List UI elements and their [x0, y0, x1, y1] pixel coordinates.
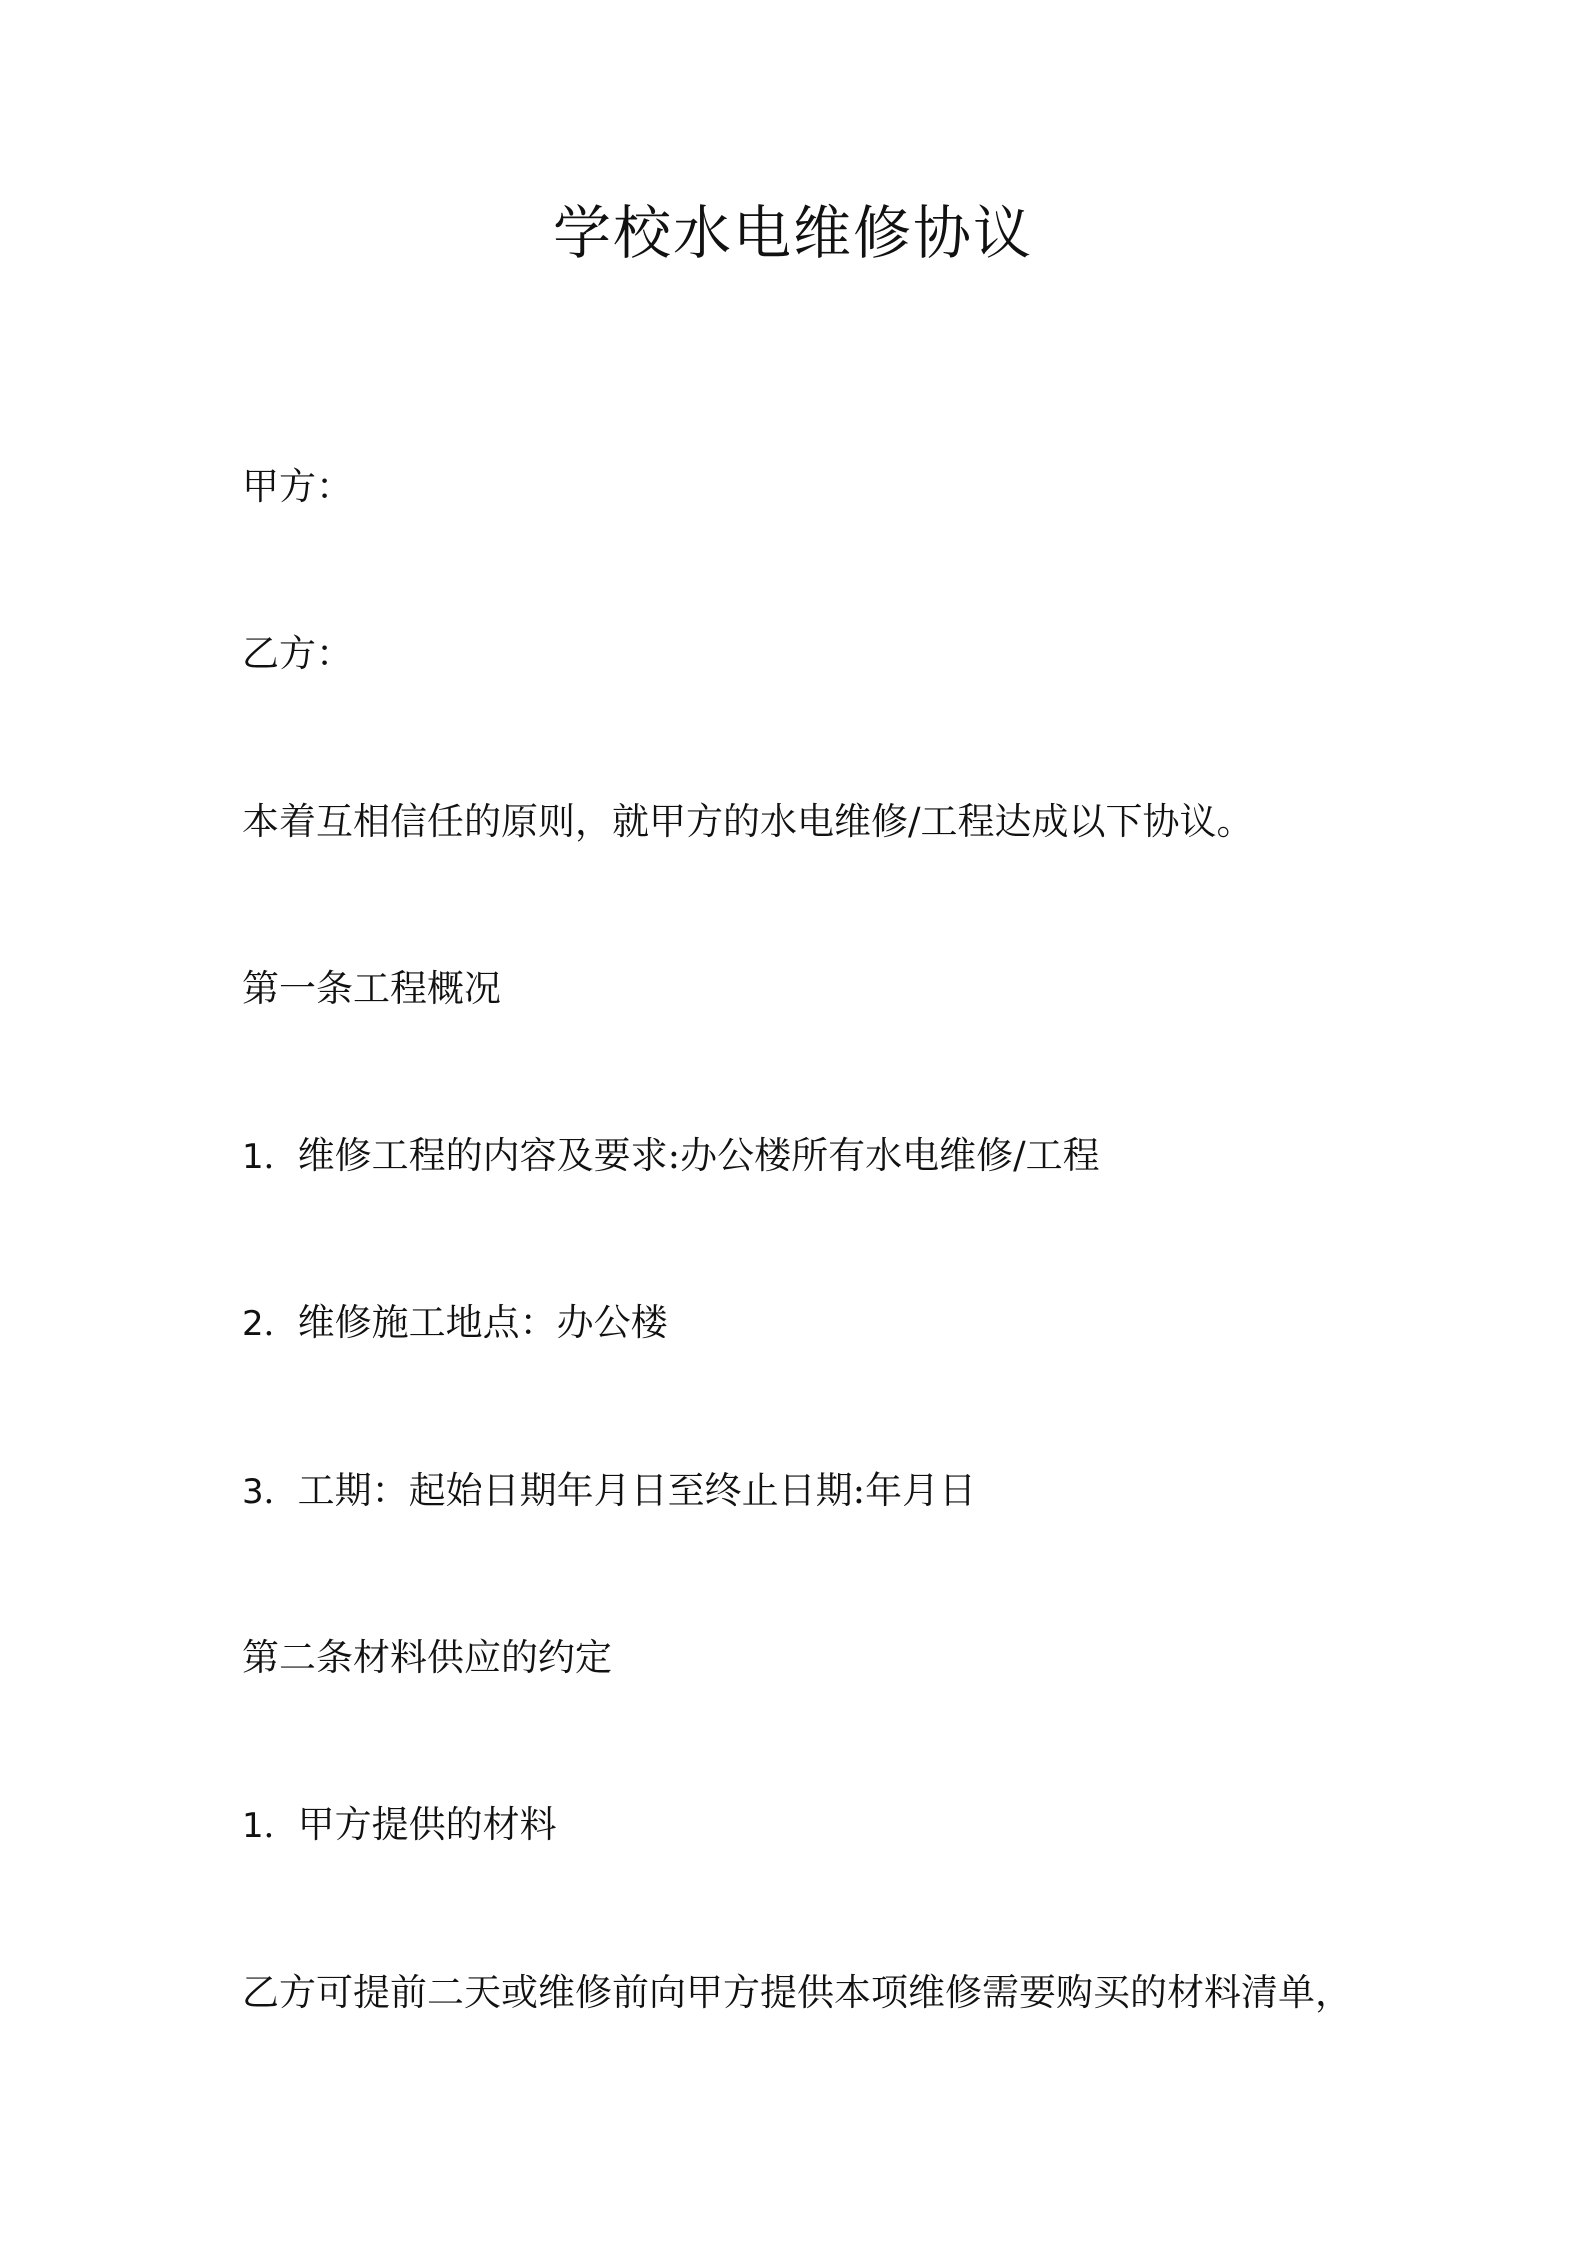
article-two-item-1 — [242, 1799, 557, 1852]
materials-text: 乙方可提前二天或维修前向甲方提供本项维修需要购买的材料清单， — [242, 1971, 1352, 2014]
article-two-heading — [242, 1632, 612, 1684]
preamble-text: 本着互相信任的原则，就甲方的水电维修/工程达成以下协议。 — [242, 800, 1254, 843]
party-a-label: 甲方： — [242, 465, 353, 508]
party-a-line — [242, 461, 353, 513]
article-one-item-2 — [242, 1297, 668, 1350]
list-item-text: 甲方提供的材料 — [297, 1803, 557, 1846]
list-number: 3． — [242, 1472, 298, 1512]
list-item-text: 维修工程的内容及要求:办公楼所有水电维修/工程 — [297, 1134, 1100, 1177]
article-one-title: 第一条工程概况 — [242, 967, 501, 1010]
preamble-paragraph — [242, 796, 1253, 848]
article-two-title: 第二条材料供应的约定 — [242, 1636, 612, 1679]
article-one-heading — [242, 963, 501, 1015]
article-one-item-1 — [242, 1130, 1100, 1183]
party-b-line — [242, 628, 353, 680]
list-item-text: 工期：起始日期年月日至终止日期:年月日 — [297, 1469, 977, 1512]
materials-paragraph — [242, 1967, 1352, 2019]
party-b-label: 乙方： — [242, 632, 353, 675]
list-item-text: 维修施工地点：办公楼 — [297, 1301, 668, 1344]
list-number: 2． — [242, 1304, 298, 1344]
list-number: 1． — [242, 1806, 298, 1846]
article-one-item-3 — [242, 1465, 976, 1518]
list-number: 1． — [242, 1137, 298, 1177]
document-title: 学校水电维修协议 — [552, 199, 1033, 267]
